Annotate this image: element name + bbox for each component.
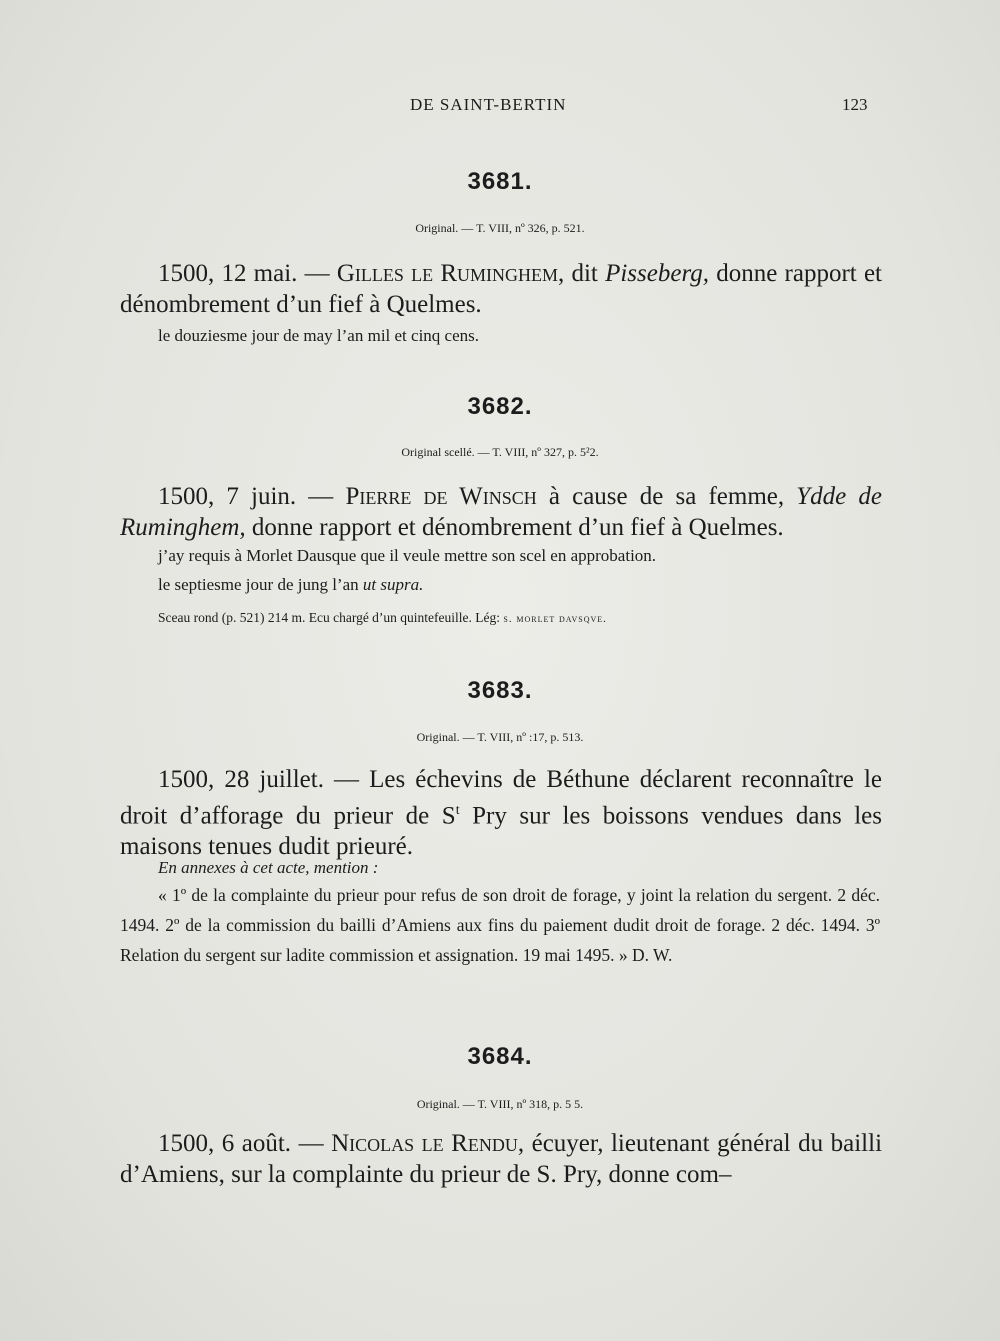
alias: Ydde de Ruminghem,	[120, 483, 882, 541]
seal-description: Sceau rond (p. 521) 214 m. Ecu chargé d’un quintefeuille. Lég: s. morlet davsqve.	[158, 610, 607, 625]
quote-3682-b: le septiesme jour de jung l’an ut supra.	[158, 575, 424, 594]
entry-text-3683: 1500, 28 juillet. — Les échevins de Béthune déclarent reconnaître le droit d’afforage du prieur de $S^t$ Pry sur les boissons vendues dans les maisons tenues dudit prieuré.	[120, 766, 883, 861]
entry-number-3681: 3681.	[467, 168, 533, 195]
person-name: Gilles le Ruminghem,	[336, 260, 565, 287]
entry-number-3683: 3683.	[467, 677, 533, 704]
entry-date: 1500, 28 juillet. —	[158, 766, 360, 793]
quote-3682-a: j’ay requis à Morlet Dausque que il veule mettre son scel en approbation.	[158, 546, 657, 565]
page-number: 123	[842, 95, 868, 114]
entry-number-3682: 3682.	[467, 393, 533, 420]
entry-text-3681: 1500, 12 mai. — Gilles le Ruminghem, dit Pisseberg, donne rapport et dénombrement d’un fief à Quelmes.	[120, 260, 882, 318]
entry-source-3684: Original. — T. VIII, nº 318, p. 5 5.	[416, 1097, 584, 1111]
entry-source-3681: Original. — T. VIII, nº 326, p. 521.	[415, 221, 585, 235]
annex-text: « 1º de la complainte du prieur pour refus de son droit de forage, y joint la relation du sergent. 2 déc. 1494. 2º de la commission du bailli d’Amiens aux fins du paiement dudit droit de forage. 2 déc. 1494. 3º Relation du sergent sur ladite commission et assignation. 19 mai 1495. » D. W.	[120, 885, 880, 965]
entry-number-3684: 3684.	[467, 1043, 533, 1070]
entry-date: 1500, 6 août. —	[158, 1130, 324, 1157]
person-name: Pierre de Winsch	[345, 483, 537, 510]
annex-heading: En annexes à cet acte, mention :	[158, 858, 379, 877]
entry-date: 1500, 12 mai. —	[158, 260, 330, 287]
entry-date: 1500, 7 juin. —	[158, 483, 334, 510]
entry-source-3683: Original. — T. VIII, nº :17, p. 513.	[416, 730, 584, 744]
seal-legend: s. morlet davsqve.	[503, 613, 607, 625]
running-title: DE SAINT-BERTIN	[410, 95, 567, 114]
quote-3681: le douziesme jour de may l’an mil et cinq cens.	[158, 326, 480, 345]
alias: Pisseberg,	[605, 260, 710, 287]
entry-text-3682: 1500, 7 juin. — Pierre de Winsch à cause de sa femme, Ydde de Ruminghem, donne rapport et dénombrement d’un fief à Quelmes.	[120, 483, 882, 541]
person-name: Nicolas le Rendu,	[331, 1130, 525, 1157]
entry-source-3682: Original scellé. — T. VIII, nº 327, p. 5²2.	[401, 445, 599, 459]
entry-text-3684: 1500, 6 août. — Nicolas le Rendu, écuyer, lieutenant général du bailli d’Amiens, sur la complainte du prieur de S. Pry, donne com–	[120, 1130, 883, 1188]
